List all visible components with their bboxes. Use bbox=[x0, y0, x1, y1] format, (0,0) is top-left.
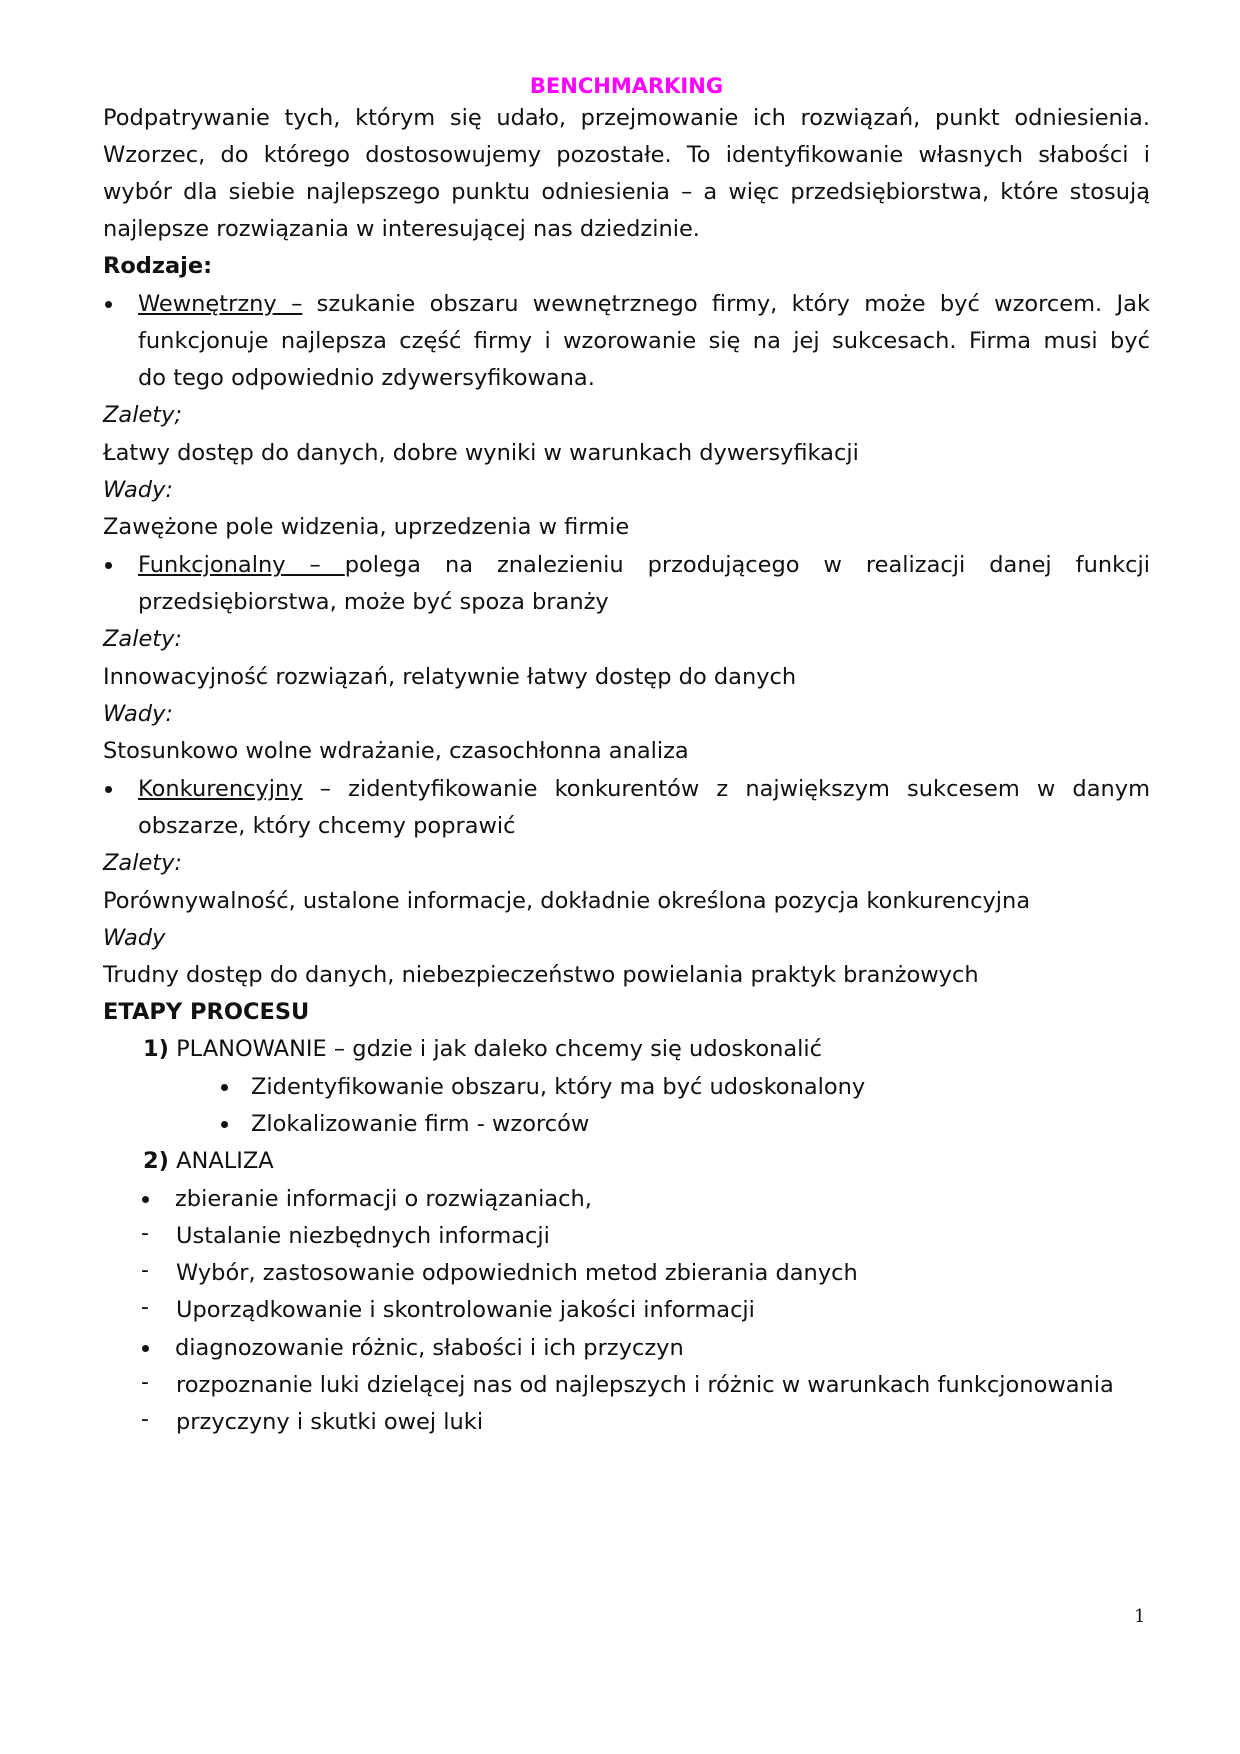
dash-marker: - bbox=[141, 1370, 149, 1395]
analysis-dash-item: Uporządkowanie i skontrolowanie jakości informacji bbox=[176, 1297, 755, 1323]
intro-line: wybór dla siebie najlepszego punktu odniesienia – a więc przedsiębiorstwa, które stosują bbox=[103, 179, 1150, 205]
dash-marker: - bbox=[141, 1258, 149, 1283]
bullet-icon bbox=[142, 1345, 149, 1352]
analysis-dash-item: przyczyny i skutki owej luki bbox=[176, 1409, 484, 1435]
etapy-heading: ETAPY PROCESU bbox=[103, 999, 310, 1025]
bullet-icon bbox=[105, 786, 112, 793]
zalety-text: Porównywalność, ustalone informacje, dokładnie określona pozycja konkurencyjna bbox=[103, 888, 1031, 914]
analysis-bullet: zbieranie informacji o rozwiązaniach, bbox=[175, 1186, 592, 1212]
type-competitive-name: Konkurencyjny bbox=[138, 776, 303, 802]
wady-label: Wady: bbox=[103, 477, 173, 503]
stage-planning-item: Zlokalizowanie firm - wzorców bbox=[251, 1111, 590, 1137]
analysis-dash-item: Wybór, zastosowanie odpowiednich metod zbierania danych bbox=[176, 1260, 858, 1286]
dash-marker: - bbox=[141, 1407, 149, 1432]
stage-analysis: 2) ANALIZA bbox=[143, 1148, 274, 1174]
intro-line: Podpatrywanie tych, którym się udało, przejmowanie ich rozwiązań, punkt odniesienia. bbox=[103, 105, 1150, 131]
type-internal-line: do tego odpowiednio zdywersyfikowana. bbox=[138, 365, 595, 391]
bullet-icon bbox=[221, 1121, 228, 1128]
wady-text: Trudny dostęp do danych, niebezpieczeństwo powielania praktyk branżowych bbox=[103, 962, 979, 988]
zalety-label: Zalety; bbox=[103, 402, 183, 428]
wady-text: Zawężone pole widzenia, uprzedzenia w firmie bbox=[103, 514, 630, 540]
zalety-label: Zalety: bbox=[103, 626, 183, 652]
rodzaje-heading: Rodzaje: bbox=[103, 253, 213, 279]
type-internal-name: Wewnętrzny – bbox=[138, 291, 303, 317]
intro-line: najlepsze rozwiązania w interesującej nas dziedzinie. bbox=[103, 216, 700, 242]
type-functional-line: Funkcjonalny – polega na znalezieniu przodującego w realizacji danej funkcji bbox=[138, 552, 1150, 578]
zalety-text: Łatwy dostęp do danych, dobre wyniki w warunkach dywersyfikacji bbox=[103, 440, 859, 466]
stage-planning-item: Zidentyfikowanie obszaru, który ma być udoskonalony bbox=[251, 1074, 866, 1100]
intro-line: Wzorzec, do którego dostosowujemy pozostałe. To identyfikowanie własnych słabości i bbox=[103, 142, 1150, 168]
analysis-dash-item: Ustalanie niezbędnych informacji bbox=[176, 1223, 550, 1249]
document-title: BENCHMARKING bbox=[529, 74, 724, 98]
dash-marker: - bbox=[141, 1221, 149, 1246]
type-functional-name: Funkcjonalny – bbox=[138, 552, 345, 578]
wady-label: Wady bbox=[103, 925, 166, 951]
dash-marker: - bbox=[141, 1295, 149, 1320]
type-internal-line: Wewnętrzny – szukanie obszaru wewnętrznego firmy, który może być wzorcem. Jak bbox=[138, 291, 1150, 317]
bullet-icon bbox=[221, 1084, 228, 1091]
zalety-label: Zalety: bbox=[103, 850, 183, 876]
analysis-dash-item: rozpoznanie luki dzielącej nas od najlepszych i różnic w warunkach funkcjonowania bbox=[176, 1372, 1114, 1398]
wady-text: Stosunkowo wolne wdrażanie, czasochłonna analiza bbox=[103, 738, 689, 764]
zalety-text: Innowacyjność rozwiązań, relatywnie łatwy dostęp do danych bbox=[103, 664, 797, 690]
type-internal-line: funkcjonuje najlepsza część firmy i wzorowanie się na jej sukcesach. Firma musi być bbox=[138, 328, 1150, 354]
bullet-icon bbox=[142, 1196, 149, 1203]
wady-label: Wady: bbox=[103, 701, 173, 727]
type-functional-line: przedsiębiorstwa, może być spoza branży bbox=[138, 589, 609, 615]
type-competitive-line: obszarze, który chcemy poprawić bbox=[138, 813, 516, 839]
bullet-icon bbox=[105, 301, 112, 308]
page-number: 1 bbox=[1134, 1606, 1146, 1627]
bullet-icon bbox=[105, 562, 112, 569]
stage-planning: 1) PLANOWANIE – gdzie i jak daleko chcemy się udoskonalić bbox=[143, 1036, 823, 1062]
analysis-bullet: diagnozowanie różnic, słabości i ich przyczyn bbox=[175, 1335, 684, 1361]
type-competitive-line: Konkurencyjny – zidentyfikowanie konkurentów z największym sukcesem w danym bbox=[138, 776, 1150, 802]
